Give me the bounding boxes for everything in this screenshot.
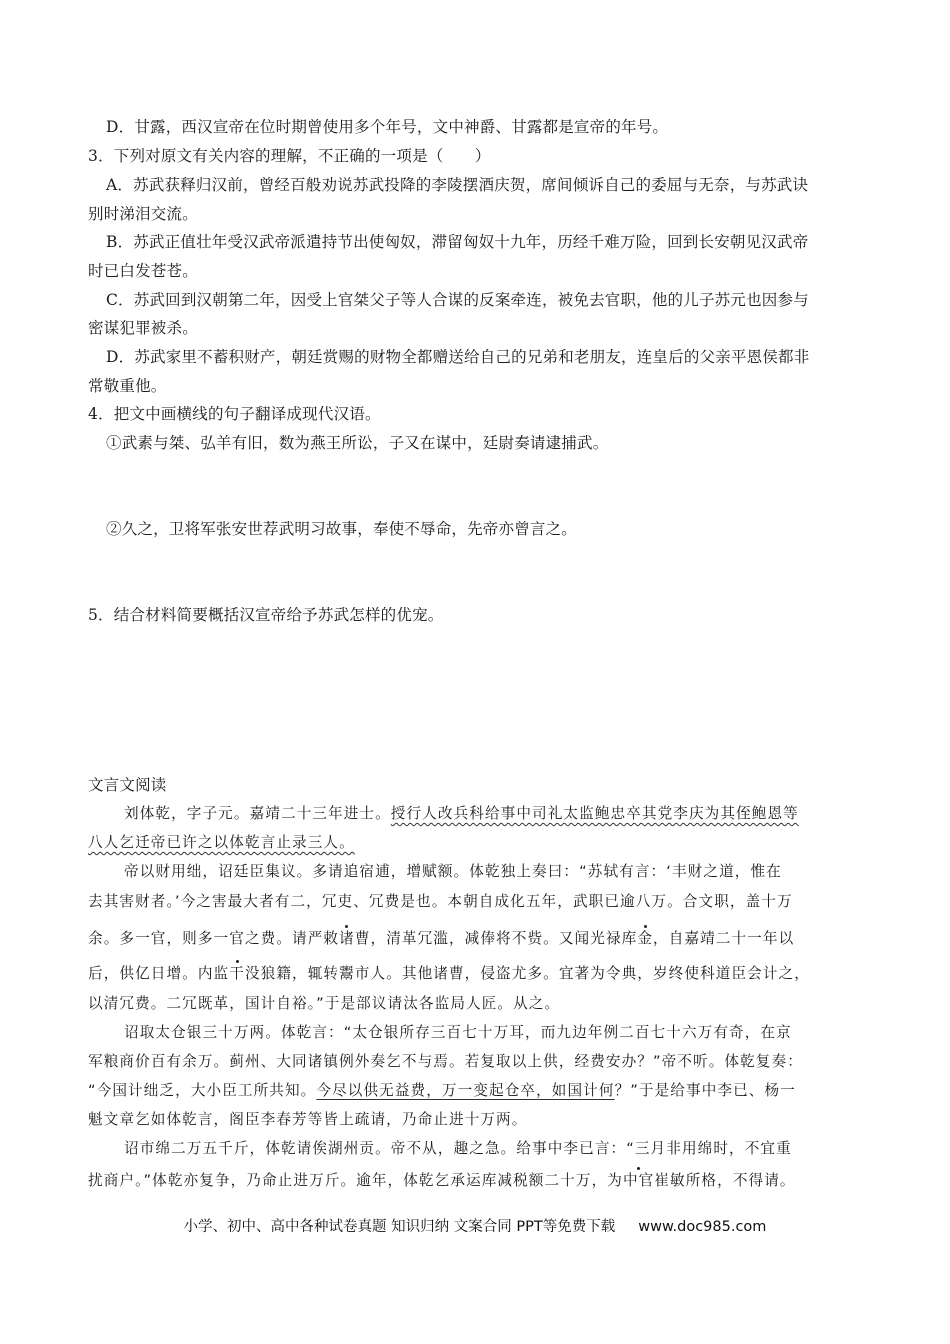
q3-option-d-line2: 常敬重他。 [88,377,167,395]
passage-p2-line4 [88,963,868,985]
q5-stem: 5．结合材料简要概括汉宣帝给予苏武怎样的优宠。 [88,606,444,624]
wavy-underlined-sentence: 八人乞迁帝已许之以体乾言止录三人。 [88,834,355,851]
q3-option-b-line2: 时已白发苍苍。 [88,262,198,280]
q4-sentence-2: ②久之，卫将军张安世荐武明习故事，奉使不辱命，先帝亦曾言之。 [106,520,578,538]
passage-p2-line2: 去其害财者。’今之害最大者有二，冗吏、冗费是也。本朝自成化五年，武职已逾八万。合文职，盖十万 [88,893,793,910]
dotted-word: 诸 [339,930,355,947]
passage-p1-line2 [88,832,868,854]
footer-text: 小学、初中、高中各种试卷真题 知识归纳 文案合同 PPT等免费下载 [183,1219,616,1235]
dotted-word: 中官 [622,1172,655,1189]
q3-option-b-line1: B．苏武正值壮年受汉武帝派遣持节出使匈奴，滞留匈奴十九年，历经千难万险，回到长安朝见汉武帝 [106,233,809,251]
q2-option-d: D．甘露，西汉宣帝在位时期曾使用多个年号，文中神爵、甘露都是宣帝的年号。 [106,118,669,136]
passage-text: 余。多一官，则多一官之费。请严敕 [88,930,340,947]
passage-p1-line1 [124,803,904,825]
passage-p2-line1: 帝以财用绌，诏廷臣集议。多请追宿逋，增赋额。体乾独上奏曰：“苏轼有言：‘丰财之道，惟在 [124,863,782,880]
dotted-word: 金 [637,930,654,947]
underlined-sentence: 今尽以供无益费，万一变起仓卒，如国计何 [316,1082,615,1099]
passage-text: 刘体乾，字子元。嘉靖二十三年进士。 [124,805,391,822]
q3-option-c-line1: C．苏武回到汉朝第二年，因受上官桀父子等人合谋的反案牵连，被免去官职，他的儿子苏元也因参与 [106,291,809,309]
passage-text: 后，供亿日增。内监 [88,965,230,982]
q3-stem: 3．下列对原文有关内容的理解，不正确的一项是（ ） [88,147,491,165]
passage-p4-line1: 诏市绵二万五千斤，体乾请俟湖州贡。帝不从，趣之急。给事中李已言：“三月非用绵时，不宜重 [124,1140,792,1157]
q4-stem: 4．把文中画横线的句子翻译成现代汉语。 [88,405,381,423]
passage-p3-line1: 诏取太仓银三十万两。体乾言：“太仓银所存三百七十万耳，而九边年例二百七十六万有奇，在京 [124,1024,792,1041]
wavy-underlined-sentence: 授行人改兵科给事中司礼太监鲍忠卒其党李庆为其侄鲍恩等 [390,805,799,822]
passage-text: ？”于是给事中李已、杨一 [614,1082,796,1099]
passage-p3-line3 [88,1080,868,1102]
passage-p3-line4: 魁文章乞如体乾言，阁臣李春芳等皆上疏请，乃命止进十万两。 [88,1111,528,1128]
passage-text: 崔敏所格，不得请。 [654,1172,796,1189]
passage-p2-line3 [88,928,868,950]
dotted-word: 干 [229,965,245,982]
reading-heading: 文言文阅读 [88,776,167,794]
q3-option-a-line1: A．苏武获释归汉前，曾经百般劝说苏武投降的李陵摆酒庆贺，席间倾诉自己的委屈与无奈，与苏武诀 [106,176,809,194]
passage-text: ，自嘉靖二十一年以 [653,930,795,947]
passage-p2-line5: 以清冗费。二冗既革，国计自裕。”于是部议请汰各监局人匠。从之。 [88,995,561,1012]
passage-text: 曹，清革冗滥，减俸将不赀。又闻光禄库 [354,930,638,947]
passage-text: 没狼籍，辄转鬻市人。其他诸曹，侵盗尤多。宜著为令典，岁终使科道臣会计之， [244,965,810,982]
passage-p3-line2: 军粮商价百有余万。蓟州、大同诸镇例外奏乞不与焉。若复取以上供，经费安办？”帝不听。体乾复奏： [88,1053,803,1070]
passage-text: “今国计绌乏，大小臣工所共知。 [88,1082,317,1099]
q4-sentence-1: ①武素与桀、弘羊有旧，数为燕王所讼，子又在谋中，廷尉奏请逮捕武。 [106,434,609,452]
footer-url[interactable]: www.doc985.com [638,1219,767,1235]
page-footer [0,1215,950,1236]
passage-p4-line2 [88,1170,868,1192]
passage-text: 扰商户。”体乾亦复争，乃命止进万斤。逾年，体乾乞承运库减税额二十万，为 [88,1172,623,1189]
q3-option-c-line2: 密谋犯罪被杀。 [88,319,198,337]
q3-option-d-line1: D．苏武家里不蓄积财产，朝廷赏赐的财物全都赠送给自己的兄弟和老朋友，连皇后的父亲平恩侯都非 [106,348,810,366]
q3-option-a-line2: 别时涕泪交流。 [88,205,198,223]
